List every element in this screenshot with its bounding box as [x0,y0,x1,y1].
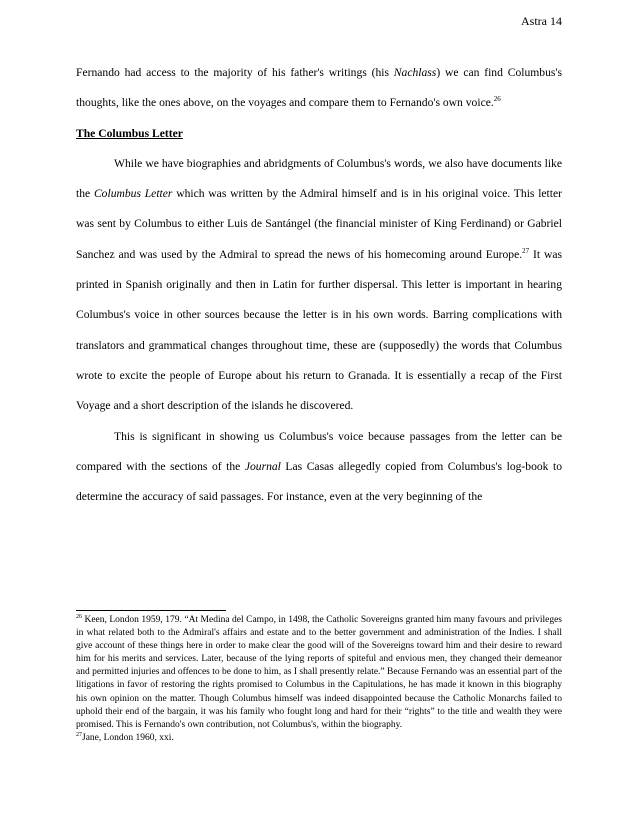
paragraph-2-text-a: While we have biographies and abridgments of Columbus's words, we also have documents like the [76,156,562,201]
footnote-text-27: Jane, London 1960, xxi. [82,732,174,743]
footnote-number-27: 27 [76,731,82,738]
body-text [76,58,562,512]
paragraph-3-text-a: This is significant in showing us Columbus's voice because passages from the letter can be compared with the sections of the [76,429,562,473]
footnote-text-26: Keen, London 1959, 179. “At Medina del Campo, in 1498, the Catholic Sovereigns granted him many favours and privileges in what related both to the Admiral's affairs and estate and to the better government and administration of the Indies. I shall give account of these things here in order to make clear the good will of the Sovereigns toward him and their desire to reward him for his merits and services. Later, because of the lying reports of spiteful and envious men, they changed their demeanor and permitted injuries and offences to be done to him, as I shall presently relate.” Because Fernando was an essential part of the litigations in favor of restoring the rights promised to Columbus in the Capitulations, he has made it known in this biography his own opinion on the matter. Though Columbus himself was indeed disappointed because the Catholic Monarchs failed to uphold their end of the bargain, it was his family who fought long and hard for their “rights” to the title and wealth they were promised. This is Fernando's own contribution, not Columbus's, within the biography. [76,615,562,730]
italic-columbus-letter: Columbus Letter [93,187,173,201]
paragraph-2 [76,149,562,422]
italic-nachlass: Nachlass [393,66,437,79]
footnote-ref-27[interactable]: 27 [522,246,530,255]
footnotes [76,614,562,745]
paragraph-3 [76,422,562,513]
footnote-divider [76,610,226,611]
footnote-26 [76,614,562,732]
paragraph-3-text-b: Las Casas allegedly copied from Columbus's log-book to determine the accuracy of said passages. For instance, even at the very beginning of the [76,459,563,504]
paragraph-1-text-a: Fernando had access to the majority of his father's writings (his [76,66,394,79]
footnote-ref-26[interactable]: 26 [493,95,501,104]
page-header: Astra 14 [521,14,562,28]
paragraph-1-text-b: ) we can find Columbus's thoughts, like the ones above, on the voyages and compare them to Fernando's own voice. [76,66,562,110]
section-heading: The Columbus Letter [76,126,183,140]
paragraph-2-text-b: which was written by the Admiral himself and is in his original voice. This letter was sent by Columbus to either Luis de Santángel (the financial minister of King Ferdinand) or Gabriel Sanchez and was used by the Admiral to spread the news of his homecoming around Europe. [76,187,563,261]
footnote-number-26: 26 [76,613,82,620]
italic-journal: Journal [244,459,281,473]
footnote-27 [76,732,562,745]
paragraph-2-text-c: It was printed in Spanish originally and then in Latin for further dispersal. This letter is important in hearing Columbus's voice in other sources because the letter is in his own words. Barring complications with translators and grammatical changes throughout time, these are (supposedly) the words that Columbus wrote to excite the people of Europe about his return to Granada. It is essentially a recap of the First Voyage and a short description of the islands he discovered. [76,247,562,413]
paragraph-1 [76,58,562,119]
